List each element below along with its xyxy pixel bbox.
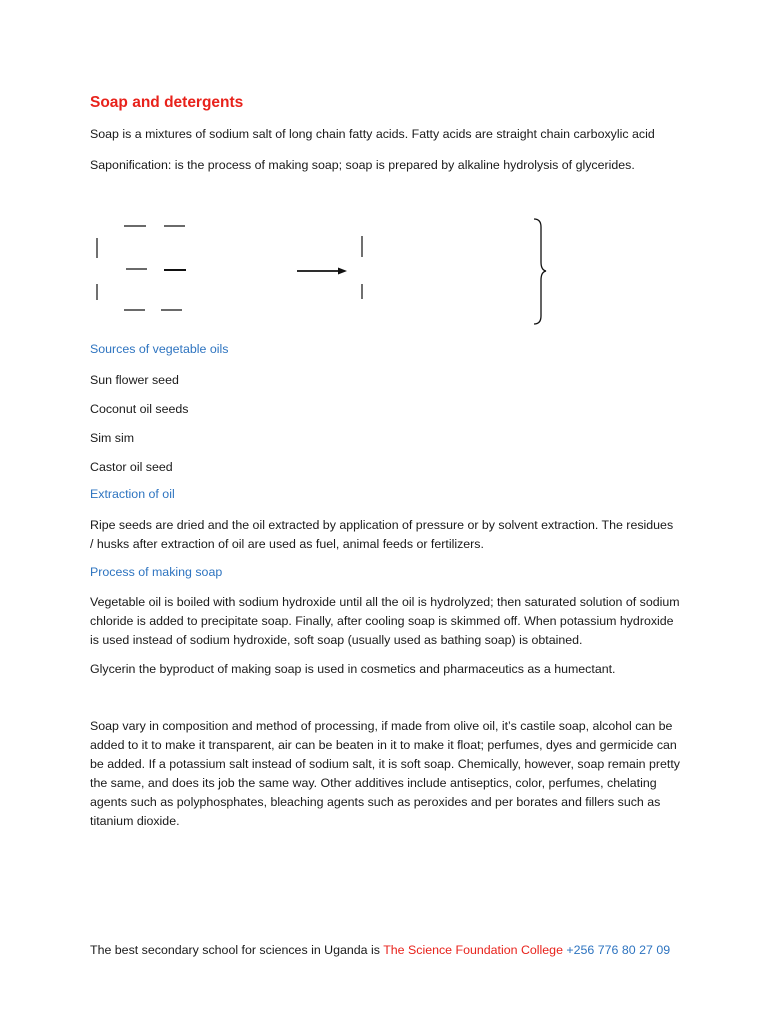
source-item: Castor oil seed (90, 460, 173, 474)
saponification-paragraph: Saponification: is the process of making soap; soap is prepared by alkaline hydrolysis of glycerides. (90, 158, 635, 172)
source-item: Coconut oil seeds (90, 402, 189, 416)
source-item: Sim sim (90, 431, 135, 445)
soap-types-paragraph: Soap vary in composition and method of processing, if made from olive oil, it’s castile soap, alcohol can be added to it to make it transparent, air can be beaten in it to make it float; perfumes, dyes and germicide can be added. If a potassium salt instead of sodium salt, it is soft soap. Chemically, however, soap remain pretty the same, and does its job the same way. Other additives include antiseptics, color, perfumes, chelating agents such as polyphosphates, bleaching agents such as peroxides and per borates and fillers such as titanium dioxide. (90, 719, 680, 828)
footer-lead: The best secondary school for sciences in Uganda is (90, 943, 384, 957)
saponification-diagram (0, 200, 768, 340)
reaction-arrow-head (338, 268, 347, 275)
process-paragraph: Vegetable oil is boiled with sodium hydroxide until all the oil is hydrolyzed; then saturated solution of sodium chloride is added to precipitate soap. Finally, after cooling soap is skimmed off. When potassium hydroxide is used instead of sodium hydroxide, soft soap (usually used as bathing soap) is obtained. (90, 595, 680, 647)
extraction-paragraph: Ripe seeds are dried and the oil extracted by application of pressure or by solvent extraction. The residues / husks after extraction of oil are used as fuel, animal feeds or fertilizers. (90, 518, 674, 551)
sources-heading: Sources of vegetable oils (90, 342, 229, 356)
source-item: Sun flower seed (90, 373, 179, 387)
intro-paragraph: Soap is a mixtures of sodium salt of long chain fatty acids. Fatty acids are straight chain carboxylic acid (90, 127, 655, 141)
glycerin-paragraph: Glycerin the byproduct of making soap is used in cosmetics and pharmaceutics as a humectant. (90, 662, 616, 676)
college-name: The Science Foundation College (383, 943, 563, 957)
footer-line (90, 943, 670, 957)
process-heading: Process of making soap (90, 565, 223, 579)
page-title: Soap and detergents (90, 94, 244, 111)
curly-brace (534, 219, 546, 324)
extraction-heading: Extraction of oil (90, 487, 175, 501)
phone-number: +256 776 80 27 09 (562, 943, 671, 957)
